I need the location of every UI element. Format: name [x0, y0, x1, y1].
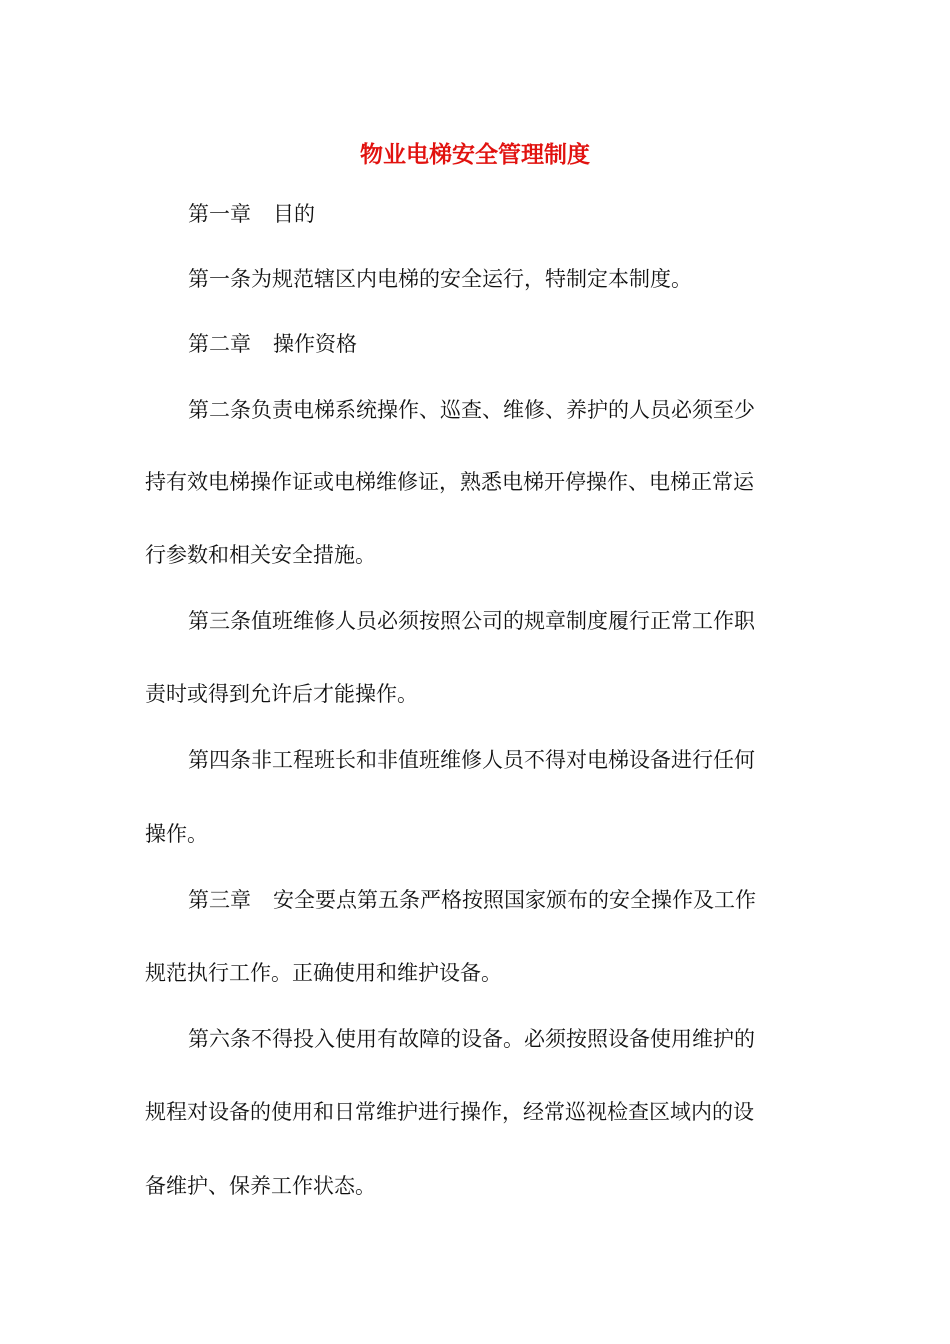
article-4-line-1: 第四条非工程班长和非值班维修人员不得对电梯设备进行任何	[188, 748, 755, 772]
article-6-line-3: 备维护、保养工作状态。	[145, 1174, 376, 1198]
chapter-3-continuation: 规范执行工作。正确使用和维护设备。	[145, 961, 502, 985]
chapter-2-number: 第二章	[188, 332, 251, 356]
article-3-line-2: 责时或得到允许后才能操作。	[145, 682, 418, 706]
article-1: 第一条为规范辖区内电梯的安全运行，特制定本制度。	[188, 267, 692, 291]
chapter-1-number: 第一章	[188, 202, 251, 226]
chapter-1-heading	[188, 199, 805, 229]
chapter-2-heading	[188, 329, 805, 359]
article-2-line-2: 持有效电梯操作证或电梯维修证，熟悉电梯开停操作、电梯正常运	[145, 470, 754, 494]
chapter-1-name: 目的	[273, 202, 315, 226]
chapter-3-text: 安全要点第五条严格按照国家颁布的安全操作及工作	[273, 888, 756, 912]
chapter-3-number: 第三章	[188, 888, 251, 912]
chapter-2-name: 操作资格	[273, 332, 357, 356]
article-3-line-1: 第三条值班维修人员必须按照公司的规章制度履行正常工作职	[188, 609, 755, 633]
chapter-3-heading	[188, 885, 805, 915]
article-2-line-3: 行参数和相关安全措施。	[145, 543, 376, 567]
document-title: 物业电梯安全管理制度	[360, 142, 590, 168]
article-4-line-2: 操作。	[145, 822, 208, 846]
article-6-line-2: 规程对设备的使用和日常维护进行操作，经常巡视检查区域内的设	[145, 1100, 754, 1124]
article-6-line-1: 第六条不得投入使用有故障的设备。必须按照设备使用维护的	[188, 1027, 755, 1051]
article-2-line-1: 第二条负责电梯系统操作、巡查、维修、养护的人员必须至少	[188, 398, 755, 422]
